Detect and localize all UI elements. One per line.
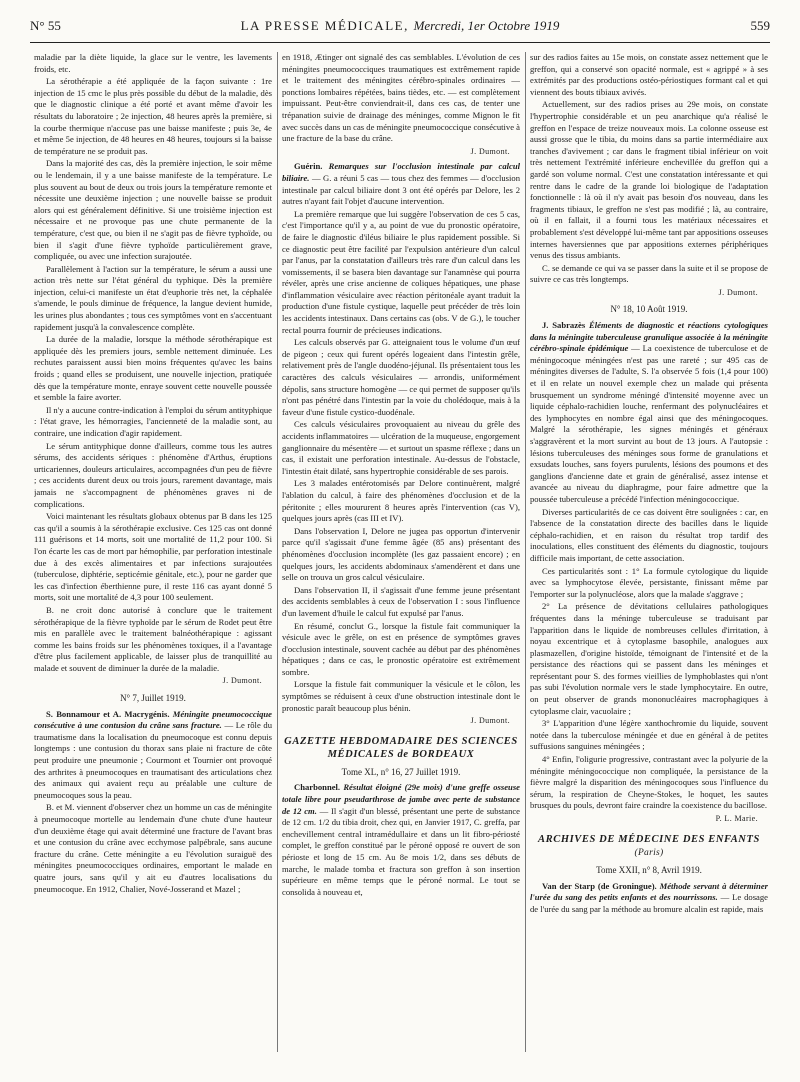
issue-heading: N° 18, 10 Août 1919. — [610, 304, 688, 315]
paragraph: La sérothérapie a été appliquée de la façon suivante : 1re injection de 15 cmc le plus près possible du début de la maladie, dès que le diagnostic clinique a été porté et avant même d'avoir les résultats du laboratoire ; 2e injection, 48 heures après la première, si la courbe thermique n'accuse pas une baisse manifeste ; puis 3e, 4e et même 5e injection, de 48 heures en 48 heures, toujours si la baisse de température ne se produit pas. — [34, 76, 272, 156]
article-title: Éléments de diagnostic et réactions cytologiques dans la méningite tuberculeuse granulique associée à la méningite cérébro-spinale épidémique — [530, 320, 768, 354]
abstract-text: — Le rôle du traumatisme dans la localisation du pneumocoque est connu depuis longtemps : une contusion du thorax sans plaie ni fracture de côte peut produire une pneumonie ; Courmont et Tournier ont provoqué des arthrites à pneumocoques en traumatisant des articulations chez des animaux qui avaient reçu au préalable une culture de pneumocoques sous la peau. — [34, 720, 272, 800]
journal-name: LA PRESSE MÉDICALE, — [240, 18, 409, 33]
paragraph: Lorsque la fistule fait communiquer la vésicule et le côlon, les symptômes se réduisent à ceux d'une obstruction intestinale dont le pronostic paraît beaucoup plus bénin. — [282, 679, 520, 713]
paragraph: Dans l'observation II, il s'agissait d'une femme jeune présentant des accidents semblables à ceux de l'observation I : sous l'influence d'un lavement d'huile le calcul fut expulsé par l'anus. — [282, 584, 520, 618]
column-divider — [277, 52, 278, 1052]
author-signature: P. L. Marie. — [715, 814, 758, 823]
author-signature: J. Dumont. — [470, 146, 510, 156]
author-name: S. Bonnamour et A. Macrygénis. — [46, 708, 170, 719]
author-signature: J. Dumont. — [718, 287, 758, 297]
author-name: Van der Starp (de Groningue). — [542, 880, 657, 891]
paragraph: Diverses particularités de ce cas doivent être soulignées : car, en l'absence de la constatation directe des bacilles dans le liquide céphalo-rachidien, et en raison du résultat trop tardif des inoculations, elles constituent des éléments du diagnostic, toujours difficile mais important, de cette association. — [530, 506, 768, 563]
paragraph: Ces calculs vésiculaires provoquaient au niveau du grêle des accidents inflammatoires — ulcération de la muqueuse, engorgement ganglionnaire du mésentère — et surtout un spasme réflexe ; dans un cas, il existait une perforation intestinale. Au-dessus de l'obstacle, l'intestin était dilaté, sans hypertrophie considérable de ses parois. — [282, 419, 520, 476]
paragraph: La première remarque que lui suggère l'observation de ces 5 cas, c'est l'importance qu'il y a, au point de vue du pronostic opératoire, de faire le diagnostic d'iléus biliaire le plus rapidement possible. Si ce diagnostic peut être facilité par l'expulsion antérieure d'un calcul par l'anus, par la constatation d'ailleurs très rare d'un calcul dans les vomissements, il se basera bien davantage sur l'anamnèse qui pourra révéler, après une crise ancienne de coliques hépatiques, une phase d'inflammation vésiculaire avec réaction péritonéale ayant traduit la production d'une fistule cystique, laquelle peut précéder de très loin les accidents intestinaux. Dans certains cas (obs. V de G.), le toucher rectal pourra fournir de précieuses indications. — [282, 208, 520, 335]
abstract-paragraph — [530, 320, 768, 506]
column-divider — [525, 52, 526, 1052]
abstract-paragraph — [530, 881, 768, 916]
article-title: Méthode servant à déterminer l'urée du sang des petits enfants et des nourrissons. — [530, 880, 768, 903]
paragraph: Voici maintenant les résultats globaux obtenus par B dans les 125 cas qu'il a soumis à la sérothérapie exclusive. Ces 125 cas ont donné 111 guérisons et 14 morts, soit une mortalité de 11,2 pour 100. Si l'on écarte les cas de mort par hémophilie, par perforation intestinale due à des excès alimentaires et par infections surajoutées (tuberculose, diphtérie, septicémie génitale, etc.), pour ne garder que les cas d'infection éberthienne pure, il reste 116 cas ayant donné 5 morts, soit une mortalité de 4,3 pour 100 seulement. — [34, 511, 272, 603]
running-title — [30, 18, 770, 34]
paragraph: maladie par la diète liquide, la glace sur le ventre, les lavements froids, etc. — [34, 52, 272, 74]
paragraph: Ces particularités sont : 1° La formule cytologique du liquide avec sa lymphocytose élevée, persistante, finissant même par l'emporter sur la polynucléose, alors que la malade s'aggrave ; — [530, 565, 768, 599]
article-title: Résultat éloigné (29e mois) d'une greffe osseuse totale libre pour pseudarthrose de jambe avec perte de substance de 12 cm. — [282, 782, 520, 816]
article-title: Méningite pneumococcique consécutive à une contusion du crâne sans fracture. — [34, 708, 272, 731]
section-subheading: (Paris) — [634, 847, 664, 858]
issue-heading: N° 7, Juillet 1919. — [120, 693, 186, 704]
page-number: 559 — [750, 18, 770, 33]
author-name: J. Sabrazès — [542, 320, 586, 331]
paragraph: Parallèlement à l'action sur la température, le sérum a aussi une action très nette sur l'état général du typhique. Dès la première injection, celui-ci manifeste un état d'euphorie très net, la céphalée s'amende, le pouls diminue de fréquence, la langue devient humide, les urines plus abondantes ; tous ces symptômes vont en s'accentuant rapidement jusqu'à la convalescence complète. — [34, 263, 272, 332]
article-title: Remarques sur l'occlusion intestinale par calcul biliaire. — [282, 161, 520, 183]
paragraph: 3° L'apparition d'une légère xanthochromie du liquide, souvent notée dans la tuberculose méningée et due en général à de petites suffusions sanguines méningées ; — [530, 718, 768, 752]
issue-heading: Tome XL, n° 16, 27 Juillet 1919. — [341, 766, 461, 777]
paragraph: B. ne croit donc autorisé à conclure que le traitement sérothérapique de la fièvre typhoïde par le sérum de Rodet peut être mis en parallèle avec le traitement balnéothérapique : agissant comme les bains froids sur les phénomènes toxiques, il a l'avantage d'être plus facilement applicable, de laisser plus de tranquillité au malade et souvent de diminuer la durée de la maladie. — [34, 604, 272, 673]
paragraph: Dans la majorité des cas, dès la première injection, le soir même ou le lendemain, il y a une baisse manifeste de la température. Le plus souvent au bout de deux ou trois jours la température remonte et nécessite une deuxième injection ; une nouvelle baisse se produit alors qui est généralement définitive. Si une troisième injection est nécessaire et ne provoque pas une chute permanente de la température, c'est que, ou bien il ne s'agit pas de fièvre typhoïde, ou bien il s'agit d'une fièvre typhoïde particulièrement grave, compliquée, ou avec une infection surajoutée. — [34, 158, 272, 262]
paragraph: Les calculs observés par G. atteignaient tous le volume d'un œuf de pigeon ; ceux qui furent opérés logeaient dans l'intestin grêle, relativement près de l'angle duodéno-jéjunal. Ils présentaient tous les caractères des calculs vésiculaires — arrondis, uniformément dépolis, sans structure homogène — ce qui permet de supposer qu'ils n'ont pas pénétré dans l'intestin par la voie du cholédoque, mais à la faveur d'une fistule cystico-duodénale. — [282, 337, 520, 417]
paragraph: sur des radios faites au 15e mois, on constate assez nettement que le greffon, qui a conservé son opacité normale, est « agrippé » à ses extrémités par des productions ostéo-périostiques formant cal et qui viennent des bouts tibiaux avivés. — [530, 52, 768, 97]
paragraph: Le sérum antityphique donne d'ailleurs, comme tous les autres sérums, des accidents sériques : phénomène d'Arthus, éruptions urticariennes, douleurs articulaires, accompagnées d'un peu de fièvre ; ces accidents durent deux ou trois jours, rarement davantage, mais jamais ne s'accompagnent de phénomènes graves ni de complications. — [34, 440, 272, 509]
abstract-paragraph — [282, 782, 520, 898]
issue-number: N° 55 — [30, 18, 61, 33]
abstract-paragraph — [282, 161, 520, 207]
paragraph: Dans l'observation I, Delore ne jugea pas opportun d'intervenir parce qu'il s'agissait d'une femme âgée (85 ans) présentant des phénomènes d'occlusion incomplète (les gaz passaient encore) ; en quelques jours, les accidents abdominaux s'amendèrent et dans une selle on trouva un gros calcul vésiculaire. — [282, 525, 520, 583]
issue-heading: Tome XXII, n° 8, Avril 1919. — [596, 865, 702, 876]
paragraph: C. se demande ce qui va se passer dans la suite et il se propose de suivre ce cas très longtemps. — [530, 262, 768, 285]
paragraph: 4° Enfin, l'oligurie progressive, contrastant avec la polyurie de la méningite méningococcique non compliquée, la persistance de la fièvre malgré la disparition des méningocoques sous l'influence du sérum, la respiration de Cheyne-Stokes, le hoquet, les sautes brusques du pouls, devront faire craindre la coexistence du bacillose. — [530, 754, 768, 811]
abstract-text: — G. a réuni 5 cas — tous chez des femmes — d'occlusion intestinale par calcul biliaire dont 3 ont été opérés par Delore, les 2 autres n'ayant fait l'objet d'aucune intervention. — [282, 172, 520, 207]
abstract-text: — La coexistence de tuberculose et de méningocoque méningées n'est pas une rareté ; sur 495 cas de méningites diverses de l'adulte, S. l'a observée 5 fois (1,4 pour 100) et il en relate un nouvel exemple chez un malade qui présenta brusquement un syndrome méningé d'intensité moyenne avec un liquide céphalo-rachidien louche, renfermant des polynucléaires et des lymphocytes en nombre égal ainsi que des méningocoques. Malgré la sérothérapie, les signes méningés et généraux s'aggravèrent et la mort survint au bout de 13 jours. A l'autopsie : lésions tuberculeuses des méninges sous forme de granulations et exsudats louches, sans foyers purulents, lésions des poumons et des ganglions d'ancienne date et grain de généralisé, assez intense et avancée au niveau du diaphragme, pour faire admettre que la poussée tuberculeuse a précédé l'infection méningococcique. — [530, 343, 768, 504]
abstract-text: — Il s'agit d'un blessé, présentant une perte de substance de 12 cm. 1/2 du tibia droit, chez qui, en Janvier 1917, C. greffa, par enchevillement central intramédullaire et dans un lit fibro-périosté complet, le greffon constitué par le péroné opposé re ouvert de son périoste et long de 15 cm. Au 8e mois 1/2, dans ses débuts de marche, le malade tomba et fractura son greffon à son insertion supérieure en même temps que le péroné normal. Le tout se consolida à nouveau et, — [282, 805, 520, 897]
section-heading: ARCHIVES DE MÉDECINE DES ENFANTS — [538, 833, 760, 845]
paragraph: B. et M. viennent d'observer chez un homme un cas de méningite à pneumocoque mortelle au lendemain d'une chute d'une hauteur d'un deuxième étage qui avait déterminé une fracture de l'avant bras et une contusion du crâne avec ecchymose palpébrale, sans aucune fracture du crâne. Cette méningite a eu l'évolution suraiguë des méningites pneumococciques ordinaires, emportant le malade en quatre jours, sans qu'il y ait eu d'autres localisations du pneumocoque. En 1912, Chalier, Nové-Josserand et Mazel ; — [34, 802, 272, 894]
paragraph: en 1918, Ætinger ont signalé des cas semblables. L'évolution de ces méningites pneumococciques traumatiques est extrêmement rapide et le traitement des méningites cérébro-spinales ordinaires — ponctions lombaires répétées, bains tièdes, etc. — est complètement impuissant. Peut-être conviendrait-il, dans ces cas, de tenter une trépanation suivie de drainage des méninges, comme Mignon le fit avec succès dans un cas de méningite pneumococcique consécutive à une fracture de la base du crâne. — [282, 52, 520, 144]
abstract-text: — Le dosage de l'urée du sang par la méthode au bromure alcalin est rapide, mais — [530, 892, 768, 914]
column-middle — [282, 52, 520, 1072]
paragraph: En résumé, conclut G., lorsque la fistule fait communiquer la vésicule avec le grêle, on est en présence de symptômes graves d'occlusion intestinale, souvent cachée au début par des phénomènes hépatiques ; dans ce cas, le pronostic opératoire est extrêmement sombre. — [282, 620, 520, 677]
abstract-paragraph — [34, 709, 272, 802]
issue-date: Mercredi, 1er Octobre 1919 — [413, 18, 560, 33]
author-name: Charbonnel. — [294, 782, 341, 793]
paragraph: 2° La présence de dévitations cellulaires pathologiques fréquentes dans la méninge tuberculeuse se traduisant par l'apparition dans le liquide de nombreuses cellules d'irritation, à noyau excentrique et à cytoplasme basophile, analogues aux plasmazellen, d'origine histoïde, témoignant de l'intensité et de la persistance des réactions qui se passent dans les méninges et représentant pour S. des formes vieillies de lymphoblastes qui n'ont pas subi l'évolution normale vers le stade lymphocytaire. En outre, on peut observer de grands mononucléaires macrophagiques à cytoplasme clair, vacuolaire ; — [530, 601, 768, 716]
column-right — [530, 52, 768, 1072]
page-header — [30, 16, 770, 43]
author-signature: J. Dumont. — [470, 716, 510, 726]
author-signature: J. Dumont. — [222, 676, 262, 686]
paragraph: Les 3 malades entérotomisés par Delore continuèrent, malgré l'ablation du calcul, à faire des phénomènes d'occlusion et de la péritonite ; elles moururent 8 heures après l'intervention (cas V), quelques jours après (cas III et IV). — [282, 478, 520, 524]
section-heading: GAZETTE HEBDOMADAIRE DES SCIENCES MÉDICALES de BORDEAUX — [284, 735, 518, 760]
author-name: Guérin. — [294, 161, 323, 172]
paragraph: Actuellement, sur des radios prises au 29e mois, on constate l'hypertrophie considérable et un peu anarchique qu'a réalisé le greffon en l'espace de treize nouveaux mois. La colonne osseuse est aussi grosse que le tibia, du moins dans sa partie intermédiaire aux tranches d'avivement ; car dans le fragment tibial inférieur on voit très nettement l'extrémité inférieure enchevillée du greffon qui a gardé son volume normal. C'est une constatation intéressante et qui rentre dans le cadre de la grande loi biologique de l'adaptation fonctionnelle : là où il n'y avait pas besoin d'os nouveau, dans les fragments tibiaux, le greffon ne s'est pas modifié ; là, au contraire, où il en fallait, il a fourni tous les matériaux nécessaires et probablement s'est développé lui-même tant par appositions osseuses internes haversiennes que par appositions externes périphériques venus des tissus ambiants. — [530, 99, 768, 261]
paragraph: La durée de la maladie, lorsque la méthode sérothérapique est appliquée dès les premiers jours, semble nettement diminuée. Les rechutes paraissent aussi bien moins fréquentes qu'avec les bains froids ; quand elles se produisent, une nouvelle injection, pratiquée dès que la température monte, enraye souvent cette nouvelle poussée et semble la faire avorter. — [34, 334, 272, 403]
paragraph: Il n'y a aucune contre-indication à l'emploi du sérum antityphique : l'état grave, les hémorragies, l'ancienneté de la maladie sont, au contraire, une indication d'agir rapidement. — [34, 404, 272, 438]
column-left — [34, 52, 272, 1072]
